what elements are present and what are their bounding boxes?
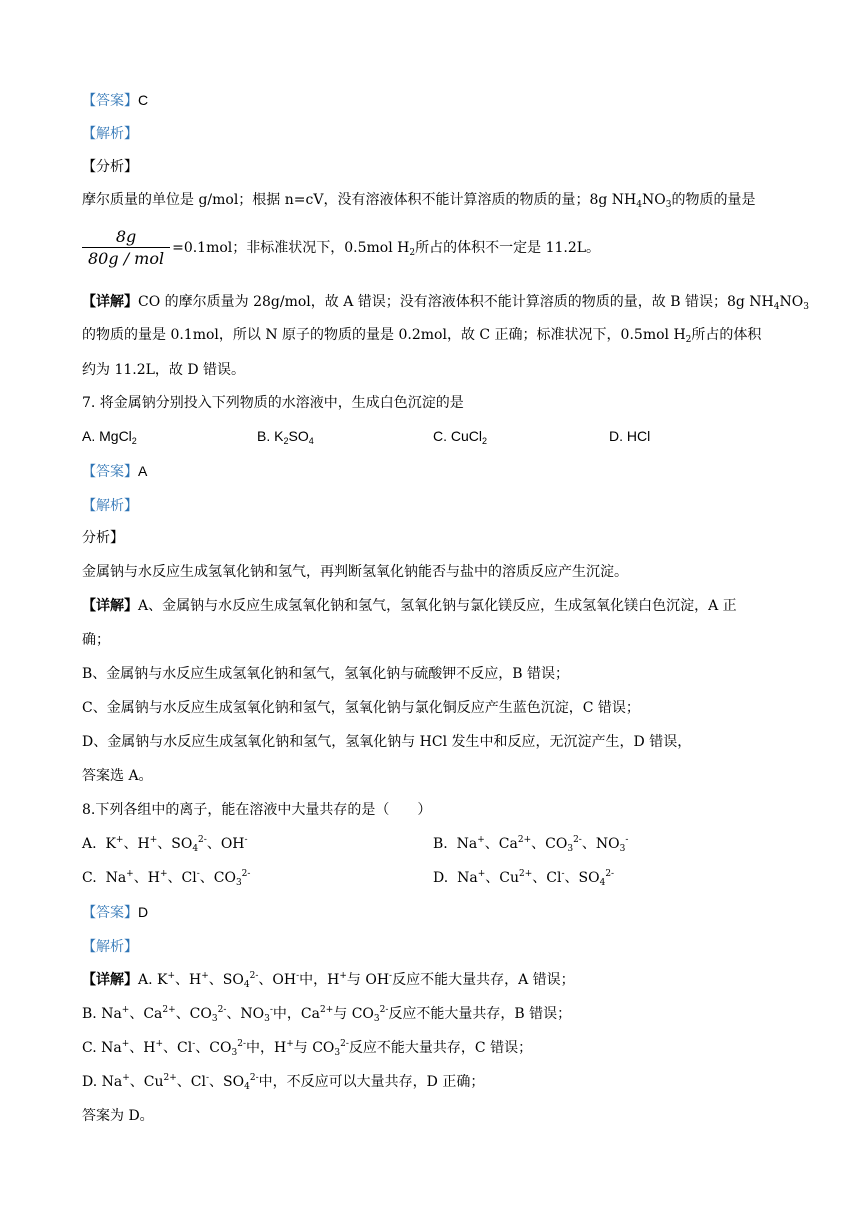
q7-option-b: B. $K_2SO_4$	[257, 428, 314, 446]
q6-detail-2: 的物质的量是 0.1mol，所以 N 原子的物质的量是 0.2mol，故 C 正确；标准状况下，0.5mol $H_2$所占的体积	[82, 327, 762, 345]
q7-conclusion: 答案选 A。	[82, 768, 153, 784]
q8-detail-c: C. Na+、H+、Cl-、$CO_3^{2-}$中，H+与 $CO_3^{2-}$反应不能大量共存，C 错误；	[82, 1039, 533, 1058]
q8-option-a: A. K+、H+、$SO_4^{2-}$、OH-	[82, 835, 248, 854]
q7-fenxi-text: 金属钠与水反应生成氢氧化钠和氢气，再判断氢氧化钠能否与盐中的溶质反应产生沉淀。	[82, 564, 628, 580]
q8-analysis-label: 【解析】	[82, 938, 138, 954]
q7-analysis-label: 【解析】	[82, 497, 138, 513]
q8-option-c: C. Na+、H+、Cl-、$CO_3^{2-}$	[82, 869, 251, 888]
q7-detail-a2: 确；	[82, 632, 110, 648]
q8-detail-b: B. Na+、$Ca^{2+}$、$CO_3^{2-}$、$NO_3^-$中，$Ca^{2+}$与 $CO_3^{2-}$反应不能大量共存，B 错误；	[82, 1005, 572, 1024]
q6-analysis-label: 【解析】	[82, 125, 138, 141]
q7-stem: 7. 将金属钠分别投入下列物质的水溶液中，生成白色沉淀的是	[82, 395, 464, 411]
q7-option-c: C. CuCl$_2$	[433, 428, 488, 446]
q7-detail-d: D、金属钠与水反应生成氢氧化钠和氢气，氢氧化钠与 HCl 发生中和反应，无沉淀产生，D 错误，	[82, 734, 692, 750]
q8-detail-d: D. Na+、$Cu^{2+}$、Cl-、$SO_4^{2-}$中，不反应可以大量共存，D 正确；	[82, 1073, 485, 1092]
q8-conclusion: 答案为 D。	[82, 1108, 154, 1124]
q6-answer-line	[82, 90, 148, 110]
q6-fenxi-text: 摩尔质量的单位是 g/mol；根据 n=cV，没有溶液体积不能计算溶质的物质的量；8g $NH_4NO_3$的物质的量是	[82, 192, 756, 210]
q8-stem: 8.下列各组中的离子，能在溶液中大量共存的是（ ）	[82, 802, 432, 818]
q8-option-d: D. Na+、$Cu^{2+}$、Cl-、$SO_4^{2-}$	[433, 869, 615, 888]
detail-label: 【详解】	[82, 294, 138, 310]
q7-detail-c: C、金属钠与水反应生成氢氧化钠和氢气，氢氧化钠与氯化铜反应产生蓝色沉淀，C 错误；	[82, 700, 640, 716]
q7-fenxi-label: 分析】	[82, 530, 124, 546]
fraction: $\frac{8g}{\text{80g / mol}}$	[82, 227, 170, 270]
answer-value: C	[138, 92, 149, 108]
q6-detail-3: 约为 11.2L，故 D 错误。	[82, 362, 246, 378]
q7-option-d: D. HCl	[609, 428, 651, 444]
q6-detail-1: 【详解】CO 的摩尔质量为 28g/mol，故 A 错误；没有溶液体积不能计算溶质的物质的量，故 B 错误；8g $NH_4NO_3$	[82, 294, 809, 312]
q6-fenxi-label: 【分析】	[82, 159, 138, 175]
q6-fraction-line: $\frac{8g}{\text{80g / mol}}$ =0.1mol；非标准状况下，0.5mol $H_2$所占的体积不一定是 11.2L。	[82, 226, 600, 270]
q7-answer-line: 【答案】A	[82, 463, 148, 479]
answer-label: 【答案】	[82, 92, 138, 108]
q8-option-b: B. Na+、$Ca^{2+}$、$CO_3^{2-}$、$NO_3^-$	[433, 835, 629, 854]
q7-detail-a1: 【详解】A、金属钠与水反应生成氢氧化钠和氢气，氢氧化钠与氯化镁反应，生成氢氧化镁白色沉淀，A 正	[82, 598, 737, 614]
q7-detail-b: B、金属钠与水反应生成氢氧化钠和氢气，氢氧化钠与硫酸钾不反应，B 错误；	[82, 666, 570, 682]
q8-answer-line: 【答案】D	[82, 904, 149, 920]
q7-option-a: A. MgCl$_2$	[82, 428, 137, 446]
q8-detail-a: 【详解】A. K+、H+、$SO_4^{2-}$、OH-中，H+与 OH-反应不能大量共存，A 错误；	[82, 971, 575, 990]
